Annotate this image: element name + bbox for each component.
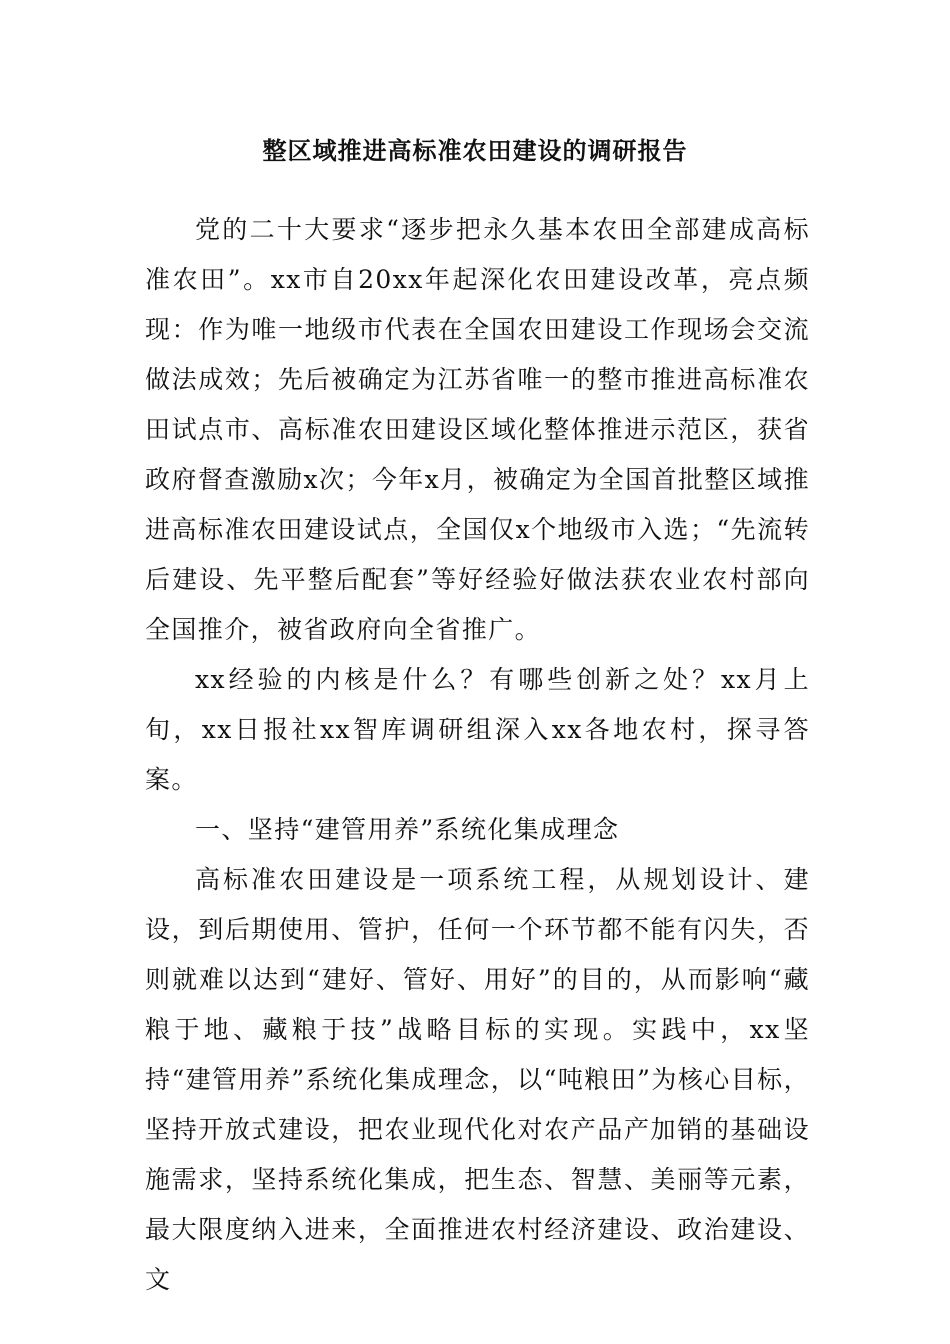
section-heading: 一、坚持“建管用养”系统化集成理念 [195,815,620,844]
section-paragraph: 高标准农田建设是一项系统工程，从规划设计、建设，到后期使用、管护，任何一个环节都不能有闪失，否则就难以达到“建好、管好、用好”的目的，从而影响“藏粮于地、藏粮于技”战略目标的实现。实践中，xx坚持“建管用养”系统化集成理念，以“吨粮田”为核心目标，坚持开放式建设，把农业现代化对农产品产加销的基础设施需求，坚持系统化集成，把生态、智慧、美丽等元素，最大限度纳入进来，全面推进农村经济建设、政治建设、文 [145,865,810,1294]
document-body [145,205,810,1305]
question-paragraph: xx经验的内核是什么？有哪些创新之处？xx月上旬，xx日报社xx智库调研组深入xx各地农村，探寻答案。 [145,665,810,794]
intro-paragraph: 党的二十大要求“逐步把永久基本农田全部建成高标准农田”。xx市自20xx年起深化农田建设改革，亮点频现：作为唯一地级市代表在全国农田建设工作现场会交流做法成效；先后被确定为江苏省唯一的整市推进高标准农田试点市、高标准农田建设区域化整体推进示范区，获省政府督查激励x次；今年x月，被确定为全国首批整区域推进高标准农田建设试点，全国仅x个地级市入选；“先流转后建设、先平整后配套”等好经验好做法获农业农村部向全国推介，被省政府向全省推广。 [145,215,810,644]
document-title: 整区域推进高标准农田建设的调研报告 [262,136,688,165]
